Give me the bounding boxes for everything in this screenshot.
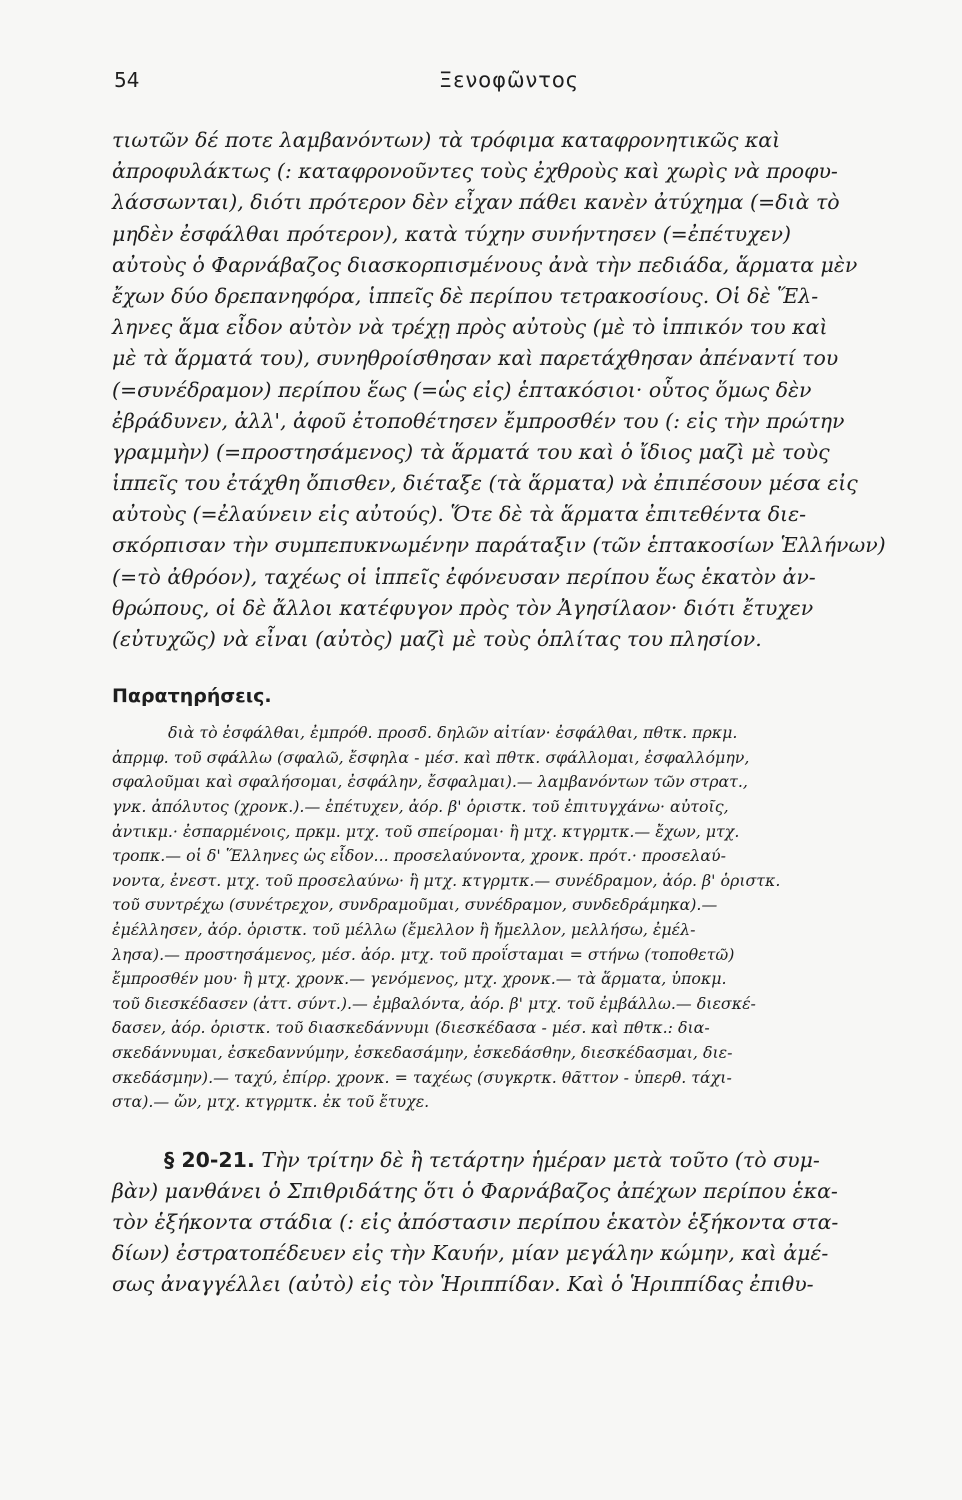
text-line: ληνες ἅμα εἶδον αὐτὸν νὰ τρέχῃ πρὸς αὐτοὺς (μὲ τὸ ἱππικόν του καὶ xyxy=(112,315,828,340)
page-number: 54 xyxy=(114,68,140,92)
section-line: βὰν) μανθάνει ὁ Σπιθριδάτης ὅτι ὁ Φαρνάβαζος ἀπέχων περίπου ἑκα- xyxy=(112,1178,838,1203)
text-line: λάσσωνται), διότι πρότερον δὲν εἶχαν πάθει κανὲν ἀτύχημα (=διὰ τὸ xyxy=(112,190,840,215)
note-line: ἔμπροσθέν μου· ἢ μτχ. χρονκ.— γενόμενος, μτχ. χρονκ.— τὰ ἅρματα, ὑποκμ. xyxy=(112,969,727,989)
text-line: μὲ τὰ ἅρματά του), συνηθροίσθησαν καὶ παρετάχθησαν ἀπέναντί του xyxy=(112,346,839,371)
section-line: τὸν ἑξήκοντα στάδια (: εἰς ἀπόστασιν περίπου ἑκατὸν ἑξήκοντα στα- xyxy=(112,1210,839,1235)
text-line: μηδὲν ἐσφάλθαι πρότερον), κατὰ τύχην συνήντησεν (=ἐπέτυχεν) xyxy=(112,221,792,246)
text-line: ἐβράδυνεν, ἀλλ', ἀφοῦ ἐτοποθέτησεν ἔμπροσθέν του (: εἰς τὴν πρώτην xyxy=(112,408,845,433)
text-line: αὐτοὺς ὁ Φαρνάβαζος διασκορπισμένους ἀνὰ τὴν πεδιάδα, ἅρματα μὲν xyxy=(112,252,858,277)
note-line: τοῦ συντρέχω (συνέτρεχον, συνδραμοῦμαι, συνέδραμον, συνδεδράμηκα).— xyxy=(112,895,718,915)
text-line: ἔχων δύο δρεπανηφόρα, ἱππεῖς δὲ περίπου τετρακοσίους. Οἱ δὲ Ἕλ- xyxy=(112,283,819,308)
note-line: τοῦ διεσκέδασεν (ἀττ. σύντ.).— ἐμβαλόντα, ἀόρ. β' μτχ. τοῦ ἐμβάλλω.— διεσκέ- xyxy=(112,993,756,1013)
note-line: στα).— ὤν, μτχ. κτγρμτκ. ἐκ τοῦ ἔτυχε. xyxy=(112,1092,430,1112)
note-line: σκεδάννυμαι, ἐσκεδαννύμην, ἐσκεδασάμην, ἐσκεδάσθην, διεσκέδασμαι, διε- xyxy=(112,1042,733,1062)
section-first-line xyxy=(112,1145,908,1176)
text-line: ἀπροφυλάκτως (: καταφρονοῦντες τοὺς ἐχθροὺς καὶ χωρὶς νὰ προφυ- xyxy=(112,159,838,184)
note-line: ἀπρμφ. τοῦ σφάλλω (σφαλῶ, ἔσφηλα - μέσ. καὶ πθτκ. σφάλλομαι, ἐσφαλλόμην, xyxy=(112,747,750,767)
text-line: (εὐτυχῶς) νὰ εἶναι (αὐτὸς) μαζὶ μὲ τοὺς ὁπλίτας του πλησίον. xyxy=(112,627,762,651)
running-head: Ξενοφῶντος xyxy=(438,68,580,92)
text-line: τιωτῶν δέ ποτε λαμβανόντων) τὰ τρόφιμα καταφρονητικῶς καὶ xyxy=(112,128,781,152)
notes-block xyxy=(112,721,908,1115)
note-line: τροπκ.— οἱ δ' Ἕλληνες ὡς εἶδον... προσελαύνοντα, χρονκ. πρότ.· προσελαύ- xyxy=(112,846,726,866)
note-line: σφαλοῦμαι καὶ σφαλήσομαι, ἐσφάλην, ἔσφαλμαι).— λαμβανόντων τῶν στρατ., xyxy=(112,772,748,792)
note-line: γνκ. ἀπόλυτος (χρονκ.).— ἐπέτυχεν, ἀόρ. β' ὁριστκ. τοῦ ἐπιτυγχάνω· αὐτοῖς, xyxy=(112,796,729,816)
section-line: σως ἀναγγέλλει (αὐτὸ) εἰς τὸν Ἡριππίδαν. Καὶ ὁ Ἡριππίδας ἐπιθυ- xyxy=(112,1272,814,1297)
section-line-text: Τὴν τρίτην δὲ ἢ τετάρτην ἡμέραν μετὰ τοῦτο (τὸ συμ- xyxy=(261,1147,820,1172)
note-line: δασεν, ἀόρ. ὁριστκ. τοῦ διασκεδάννυμι (διεσκέδασα - μέσ. καὶ πθτκ.: δια- xyxy=(112,1018,710,1038)
note-line: ἀντικμ.· ἐσπαρμένοις, πρκμ. μτχ. τοῦ σπείρομαι· ἢ μτχ. κτγρμτκ.— ἔχων, μτχ. xyxy=(112,821,740,841)
body-text xyxy=(112,125,908,1301)
note-line: ἐμέλλησεν, ἀόρ. ὁριστκ. τοῦ μέλλω (ἔμελλον ἢ ἤμελλον, μελλήσω, ἐμέλ- xyxy=(112,919,696,939)
section-line: δίων) ἐστρατοπέδευεν εἰς τὴν Καυήν, μίαν μεγάλην κώμην, καὶ ἀμέ- xyxy=(112,1241,829,1266)
main-paragraph xyxy=(112,125,908,655)
note-line: διὰ τὸ ἐσφάλθαι, ἐμπρόθ. προσδ. δηλῶν αἰτίαν· ἐσφάλθαι, πθτκ. πρκμ. xyxy=(168,723,738,743)
text-line: (=τὸ ἀθρόον), ταχέως οἱ ἱππεῖς ἐφόνευσαν περίπου ἕως ἑκατὸν ἀν- xyxy=(112,564,816,589)
text-line: σκόρπισαν τὴν συμπεπυκνωμένην παράταξιν (τῶν ἑπτακοσίων Ἑλλήνων) xyxy=(112,533,886,558)
section-number: § 20-21. xyxy=(164,1147,255,1172)
text-line: ἱππεῖς του ἐτάχθη ὄπισθεν, διέταξε (τὰ ἅρματα) νὰ ἐπιπέσουν μέσα εἰς xyxy=(112,471,858,496)
text-line: αὐτοὺς (=ἐλαύνειν εἰς αὐτούς). Ὅτε δὲ τὰ ἅρματα ἐπιτεθέντα διε- xyxy=(112,502,807,527)
text-line: θρώπους, οἱ δὲ ἄλλοι κατέφυγον πρὸς τὸν Ἀγησίλαον· διότι ἔτυχεν xyxy=(112,595,814,620)
note-line: νοντα, ἐνεστ. μτχ. τοῦ προσελαύνω· ἢ μτχ. κτγρμτκ.— συνέδραμον, ἀόρ. β' ὁριστκ. xyxy=(112,870,781,890)
note-line: σκεδάσμην).— ταχύ, ἐπίρρ. χρονκ. = ταχέως (συγκρτκ. θᾶττον - ὑπερθ. τάχι- xyxy=(112,1067,732,1087)
section-20-21 xyxy=(112,1145,908,1301)
text-line: (=συνέδραμον) περίπου ἕως (=ὡς εἰς) ἑπτακόσιοι· οὗτος ὅμως δὲν xyxy=(112,377,812,402)
text-line: γραμμὴν) (=προστησάμενος) τὰ ἅρματά του καὶ ὁ ἴδιος μαζὶ μὲ τοὺς xyxy=(112,439,830,464)
notes-heading: Παρατηρήσεις. xyxy=(112,685,272,708)
page-header xyxy=(114,68,904,98)
note-line: λησα).— προστησάμενος, μέσ. ἀόρ. μτχ. τοῦ προΐσταμαι = στήνω (τοποθετῶ) xyxy=(112,944,735,964)
